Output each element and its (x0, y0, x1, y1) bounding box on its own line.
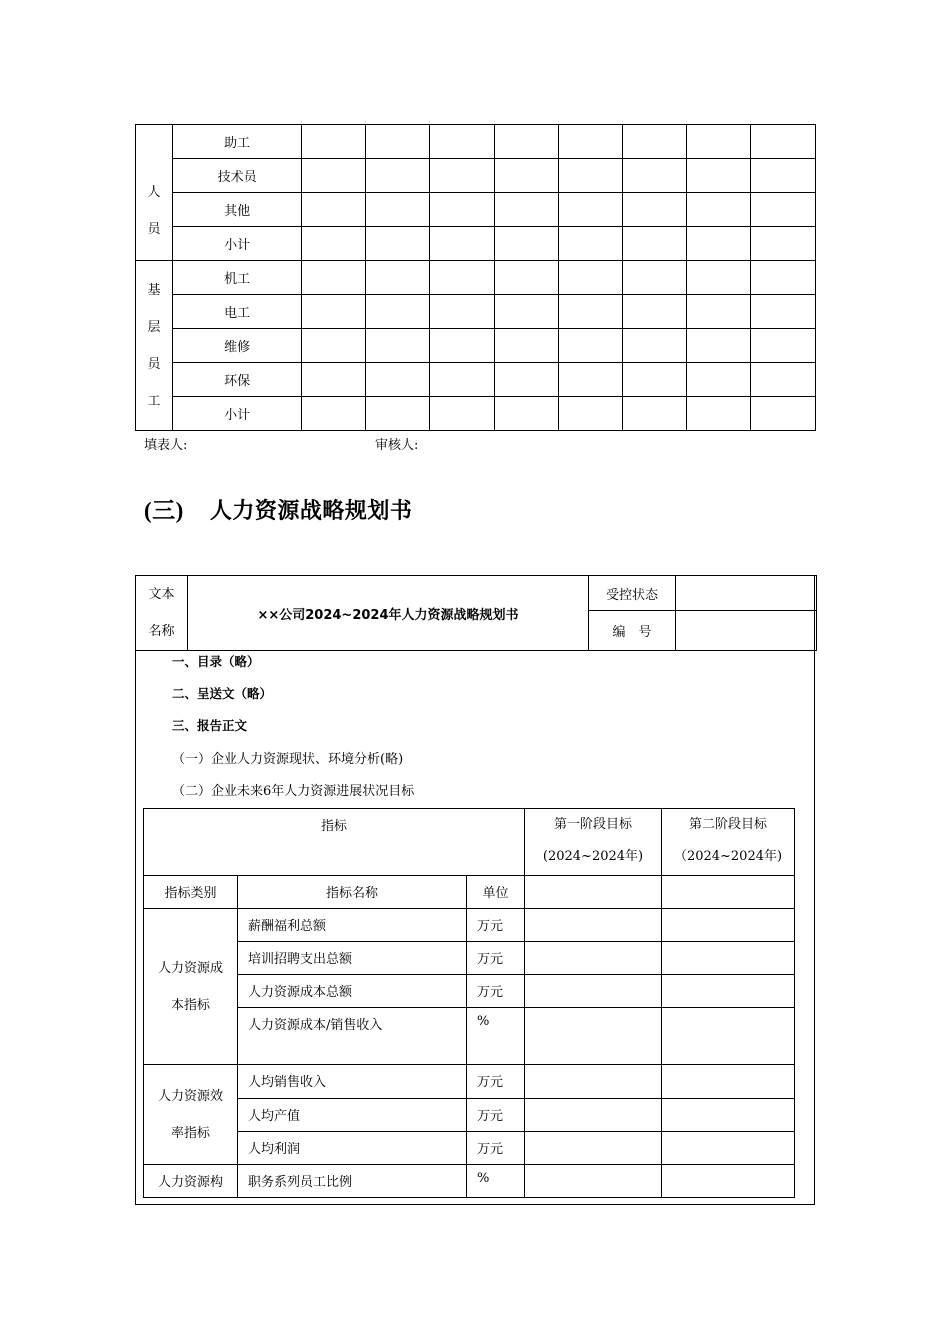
table-cell (558, 397, 622, 431)
group-label-char: 员 (147, 356, 161, 372)
table-cell (662, 1065, 795, 1099)
personnel-table (135, 124, 816, 431)
stage2-title: 第二阶段目标 (689, 817, 768, 832)
indicator-name: 培训招聘支出总额 (238, 942, 467, 975)
table-cell (558, 363, 622, 397)
table-cell (525, 1099, 662, 1132)
table-cell (750, 159, 815, 193)
table-cell (686, 363, 750, 397)
document-header-table (135, 575, 817, 651)
category-line: 人力资源成 (157, 960, 223, 976)
section-number: (三) (144, 498, 184, 523)
indicator-unit: % (467, 1008, 525, 1065)
table-cell (302, 193, 366, 227)
table-cell (366, 363, 430, 397)
row-label: 环保 (173, 363, 302, 397)
table-cell (622, 159, 686, 193)
table-row (136, 125, 816, 159)
table-cell (494, 125, 558, 159)
doc-number-label: 编 号 (589, 611, 676, 651)
stage2-period: （2024~2024年) (673, 849, 783, 864)
table-cell (662, 942, 795, 975)
category-line: 率指标 (170, 1125, 210, 1141)
table-row (144, 942, 795, 975)
table-cell (430, 193, 494, 227)
table-cell (366, 193, 430, 227)
indicator-name: 职务系列员工比例 (238, 1165, 467, 1198)
group-label-char: 层 (147, 319, 161, 335)
table-cell (686, 159, 750, 193)
table-cell (525, 1065, 662, 1099)
table-cell (662, 876, 795, 909)
table-cell (430, 125, 494, 159)
category-column-header: 指标类别 (144, 876, 238, 909)
stage1-period: (2024~2024年) (542, 849, 644, 864)
table-cell (525, 1008, 662, 1065)
table-cell (494, 295, 558, 329)
doc-name-label (136, 576, 188, 651)
indicator-unit: 万元 (467, 975, 525, 1008)
row-label: 小计 (173, 227, 302, 261)
doc-name-label-line: 名称 (148, 624, 175, 639)
stage1-header (525, 809, 662, 876)
category-line: 人力资源效 (157, 1088, 223, 1104)
table-cell (558, 329, 622, 363)
table-row (144, 1008, 795, 1065)
indicator-unit: 万元 (467, 1099, 525, 1132)
table-cell (430, 363, 494, 397)
table-cell (366, 125, 430, 159)
category-cost (144, 909, 238, 1065)
table-row (136, 227, 816, 261)
indicator-unit: 万元 (467, 942, 525, 975)
control-status-value (676, 576, 817, 611)
table-row (136, 329, 816, 363)
table-cell (750, 261, 815, 295)
table-cell (525, 975, 662, 1008)
table-row (144, 1132, 795, 1165)
table-cell (662, 1165, 795, 1198)
table-row (136, 295, 816, 329)
table-cell (622, 125, 686, 159)
category-line: 本指标 (170, 997, 210, 1013)
row-label: 电工 (173, 295, 302, 329)
table-cell (494, 159, 558, 193)
indicator-name: 人力资源成本总额 (238, 975, 467, 1008)
control-status-label: 受控状态 (589, 576, 676, 611)
table-row (136, 397, 816, 431)
indicator-name: 人均利润 (238, 1132, 467, 1165)
filler-label: 填表人: (144, 438, 188, 453)
table-cell (302, 261, 366, 295)
table-cell (525, 1132, 662, 1165)
table-cell (558, 159, 622, 193)
doc-number-value (676, 611, 817, 651)
table-row (144, 975, 795, 1008)
table-cell (525, 1165, 662, 1198)
group-label-char: 员 (147, 222, 161, 237)
table-cell (686, 125, 750, 159)
row-label: 小计 (173, 397, 302, 431)
table-cell (430, 397, 494, 431)
outline-item: （二）企业未来6年人力资源进展状况目标 (172, 784, 415, 799)
table-cell (430, 329, 494, 363)
table-cell (494, 363, 558, 397)
table-cell (366, 329, 430, 363)
table-cell (430, 159, 494, 193)
indicator-header: 指标 (144, 809, 525, 876)
table-cell (302, 295, 366, 329)
table-cell (622, 329, 686, 363)
table-cell (366, 295, 430, 329)
category-efficiency (144, 1065, 238, 1165)
row-label: 助工 (173, 125, 302, 159)
hr-goal-table (143, 808, 795, 1198)
table-cell (494, 329, 558, 363)
table-cell (686, 193, 750, 227)
table-cell (525, 909, 662, 942)
table-cell (750, 363, 815, 397)
table-cell (622, 193, 686, 227)
table-cell (366, 397, 430, 431)
table-row (136, 193, 816, 227)
row-label: 其他 (173, 193, 302, 227)
category-structure: 人力资源构 (144, 1165, 238, 1198)
stage2-header (662, 809, 795, 876)
table-row (136, 159, 816, 193)
table-cell (750, 227, 815, 261)
group-label-char: 人 (147, 185, 161, 200)
indicator-name: 人力资源成本/销售收入 (238, 1008, 467, 1065)
table-cell (430, 261, 494, 295)
table-cell (750, 295, 815, 329)
table-cell (750, 193, 815, 227)
table-cell (686, 227, 750, 261)
indicator-name: 薪酬福利总额 (238, 909, 467, 942)
outline-item: 二、呈送文（略） (172, 686, 273, 701)
table-cell (662, 909, 795, 942)
indicator-unit: % (467, 1165, 525, 1198)
unit-column-header: 单位 (467, 876, 525, 909)
doc-title: ××公司2024~2024年人力资源战略规划书 (188, 576, 589, 651)
outline-item: 三、报告正文 (172, 718, 248, 733)
table-cell (302, 397, 366, 431)
table-cell (686, 295, 750, 329)
table-cell (525, 942, 662, 975)
table-cell (366, 261, 430, 295)
table-row (136, 261, 816, 295)
outline-item: 一、目录（略） (172, 654, 260, 669)
table-cell (622, 295, 686, 329)
table-cell (622, 261, 686, 295)
table-row (136, 363, 816, 397)
table-row (144, 1065, 795, 1099)
table-cell (686, 397, 750, 431)
table-cell (302, 159, 366, 193)
table-row (144, 1165, 795, 1198)
table-cell (366, 227, 430, 261)
row-label: 机工 (173, 261, 302, 295)
group-label-staff (136, 125, 173, 261)
doc-name-label-line: 文本 (148, 587, 175, 602)
table-cell (302, 227, 366, 261)
table-row (144, 909, 795, 942)
table-cell (558, 227, 622, 261)
table-cell (558, 261, 622, 295)
table-cell (494, 227, 558, 261)
table-row (144, 1099, 795, 1132)
table-cell (525, 876, 662, 909)
section-title: 人力资源战略规划书 (209, 499, 413, 524)
indicator-unit: 万元 (467, 1132, 525, 1165)
reviewer-label: 审核人: (375, 438, 419, 453)
name-column-header: 指标名称 (238, 876, 467, 909)
group-label-char: 工 (147, 393, 161, 409)
table-cell (662, 1099, 795, 1132)
row-label: 维修 (173, 329, 302, 363)
table-cell (430, 295, 494, 329)
stage1-title: 第一阶段目标 (554, 817, 633, 832)
table-cell (662, 975, 795, 1008)
table-cell (302, 329, 366, 363)
table-cell (558, 125, 622, 159)
table-cell (494, 397, 558, 431)
table-cell (686, 261, 750, 295)
section-heading (144, 492, 412, 525)
table-cell (494, 261, 558, 295)
table-cell (494, 193, 558, 227)
indicator-name: 人均销售收入 (238, 1065, 467, 1099)
indicator-name: 人均产值 (238, 1099, 467, 1132)
indicator-unit: 万元 (467, 909, 525, 942)
table-cell (622, 227, 686, 261)
table-cell (366, 159, 430, 193)
table-cell (750, 397, 815, 431)
table-cell (686, 329, 750, 363)
table-cell (622, 397, 686, 431)
table-cell (302, 363, 366, 397)
group-label-base-staff (136, 261, 173, 431)
table-cell (430, 227, 494, 261)
group-label-char: 基 (147, 282, 161, 298)
table-cell (662, 1132, 795, 1165)
table-cell (750, 329, 815, 363)
table-cell (302, 125, 366, 159)
row-label: 技术员 (173, 159, 302, 193)
table-cell (622, 363, 686, 397)
table-cell (558, 295, 622, 329)
indicator-unit: 万元 (467, 1065, 525, 1099)
table-cell (662, 1008, 795, 1065)
table-cell (558, 193, 622, 227)
outline-item: （一）企业人力资源现状、环境分析(略) (172, 752, 404, 767)
table-cell (750, 125, 815, 159)
